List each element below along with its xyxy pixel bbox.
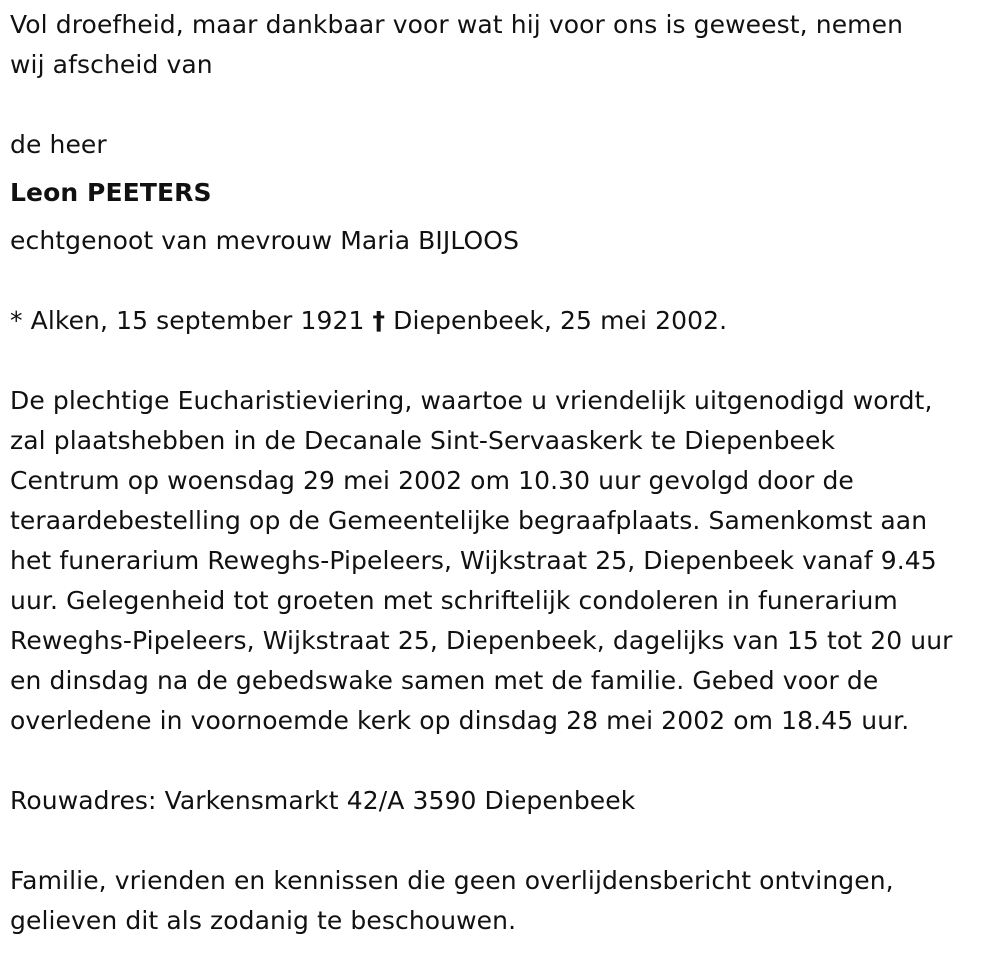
- spouse-line: echtgenoot van mevrouw Maria BIJLOOS: [10, 226, 520, 255]
- ceremony-line-1: De plechtige Eucharistieviering, waartoe u vriendelijk uitgenodigd wordt,: [10, 386, 933, 415]
- cross-icon: †: [372, 306, 386, 335]
- deceased-name: Leon PEETERS: [10, 178, 212, 207]
- ceremony-line-2: zal plaatshebben in de Decanale Sint-Servaaskerk te Diepenbeek: [10, 426, 836, 455]
- closing-line-1: Familie, vrienden en kennissen die geen overlijdensbericht ontvingen,: [10, 866, 894, 895]
- mourning-address: Rouwadres: Varkensmarkt 42/A 3590 Diepenbeek: [10, 786, 636, 815]
- dates-line: [10, 301, 727, 341]
- ceremony-line-8: en dinsdag na de gebedswake samen met de familie. Gebed voor de: [10, 666, 879, 695]
- birth-date: * Alken, 15 september 1921: [10, 306, 365, 335]
- salutation: de heer: [10, 130, 107, 159]
- ceremony-line-5: het funerarium Reweghs-Pipeleers, Wijkstraat 25, Diepenbeek vanaf 9.45: [10, 546, 937, 575]
- ceremony-line-4: teraardebestelling op de Gemeentelijke begraafplaats. Samenkomst aan: [10, 506, 928, 535]
- ceremony-line-6: uur. Gelegenheid tot groeten met schriftelijk condoleren in funerarium: [10, 586, 898, 615]
- intro-line-2: wij afscheid van: [10, 50, 213, 79]
- closing-line-2: gelieven dit als zodanig te beschouwen.: [10, 906, 517, 935]
- ceremony-line-3: Centrum op woensdag 29 mei 2002 om 10.30 uur gevolgd door de: [10, 466, 854, 495]
- ceremony-line-9: overledene in voornoemde kerk op dinsdag 28 mei 2002 om 18.45 uur.: [10, 706, 910, 735]
- intro-line-1: Vol droefheid, maar dankbaar voor wat hij voor ons is geweest, nemen: [10, 10, 904, 39]
- ceremony-line-7: Reweghs-Pipeleers, Wijkstraat 25, Diepenbeek, dagelijks van 15 tot 20 uur: [10, 626, 953, 655]
- death-date: Diepenbeek, 25 mei 2002.: [393, 306, 728, 335]
